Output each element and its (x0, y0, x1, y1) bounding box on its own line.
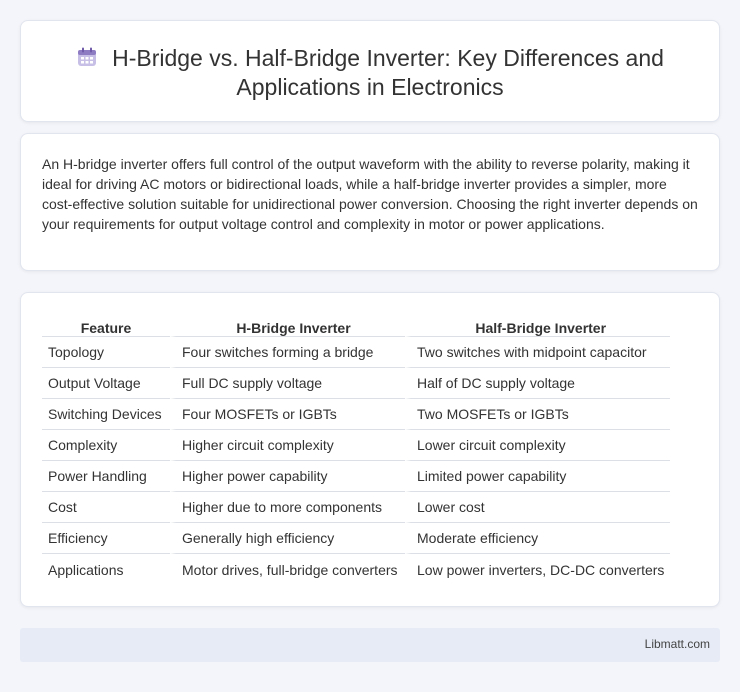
table-row (42, 492, 670, 523)
table-row (42, 399, 670, 430)
title-card (20, 20, 720, 122)
cell-half-bridge: Lower circuit complexity (405, 430, 670, 461)
cell-h-bridge: Four switches forming a bridge (170, 337, 405, 368)
cell-h-bridge: Higher due to more components (170, 492, 405, 523)
table-row (42, 337, 670, 368)
table-header-row (42, 315, 670, 337)
footer-brand-link[interactable]: Libmatt.com (644, 637, 710, 651)
intro-card (20, 133, 720, 271)
cell-feature: Topology (42, 337, 170, 368)
cell-h-bridge: Four MOSFETs or IGBTs (170, 399, 405, 430)
cell-half-bridge: Two switches with midpoint capacitor (405, 337, 670, 368)
cell-h-bridge: Higher power capability (170, 461, 405, 492)
cell-half-bridge: Lower cost (405, 492, 670, 523)
cell-feature: Power Handling (42, 461, 170, 492)
cell-half-bridge: Low power inverters, DC-DC converters (405, 554, 670, 585)
cell-h-bridge: Motor drives, full-bridge converters (170, 554, 405, 585)
footer-bar (20, 628, 720, 662)
header-feature: Feature (42, 315, 170, 337)
cell-feature: Switching Devices (42, 399, 170, 430)
cell-h-bridge: Generally high efficiency (170, 523, 405, 554)
cell-half-bridge: Half of DC supply voltage (405, 368, 670, 399)
intro-paragraph: An H-bridge inverter offers full control of the output waveform with the ability to reverse polarity, making it ideal for driving AC motors or bidirectional loads, while a half-bridge inverter provides a simpler, more cost-effective solution suitable for unidirectional power conversion. Choosing the right inverter depends on your requirements for output voltage control and complexity in motor or power applications. (42, 156, 698, 232)
table-row (42, 554, 670, 585)
cell-half-bridge: Moderate efficiency (405, 523, 670, 554)
cell-feature: Applications (48, 561, 124, 578)
table-row (42, 430, 670, 461)
header-h-bridge: H-Bridge Inverter (170, 315, 405, 337)
cell-feature: Output Voltage (42, 368, 170, 399)
cell-feature: Efficiency (42, 523, 170, 554)
cell-feature: Complexity (42, 430, 170, 461)
header-half-bridge: Half-Bridge Inverter (405, 315, 670, 337)
table-row (42, 523, 670, 554)
cell-half-bridge: Limited power capability (405, 461, 670, 492)
table-row (42, 368, 670, 399)
page-title-text: H-Bridge vs. Half-Bridge Inverter: Key Differences and Applications in Electronics (112, 45, 664, 100)
table-row (42, 461, 670, 492)
page-title (21, 44, 719, 102)
cell-half-bridge: Two MOSFETs or IGBTs (405, 399, 670, 430)
comparison-table (42, 315, 670, 585)
cell-feature: Cost (42, 492, 170, 523)
calendar-icon (76, 46, 98, 68)
comparison-card (20, 292, 720, 607)
cell-h-bridge: Higher circuit complexity (170, 430, 405, 461)
cell-h-bridge: Full DC supply voltage (170, 368, 405, 399)
